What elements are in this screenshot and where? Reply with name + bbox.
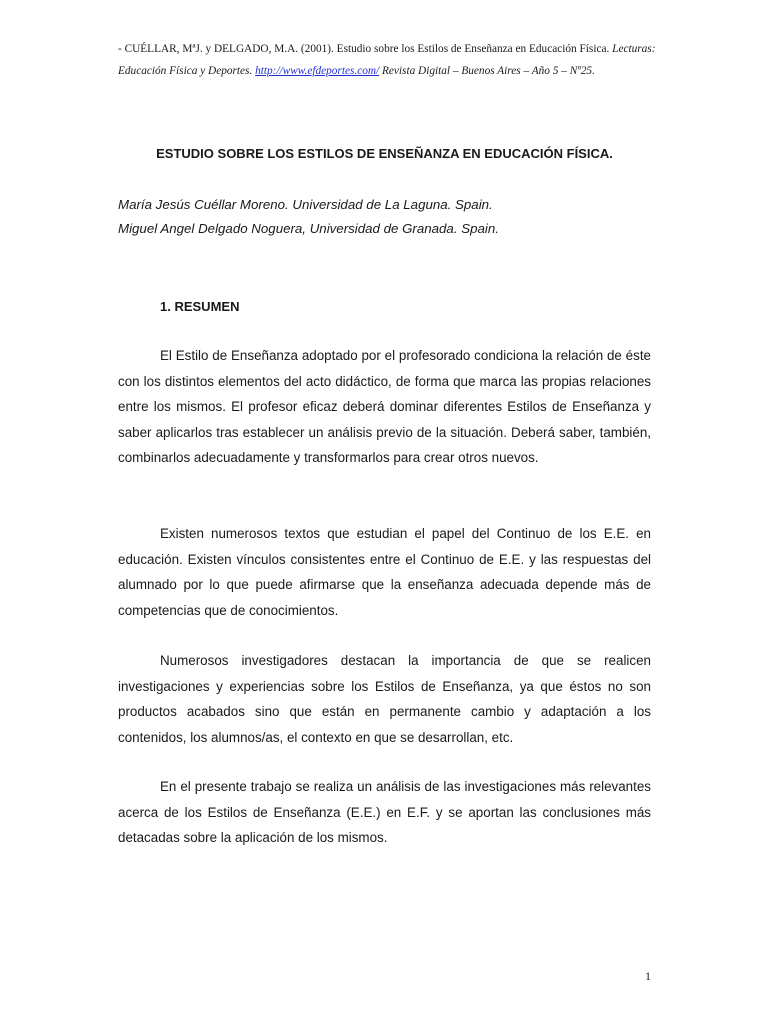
author-1: María Jesús Cuéllar Moreno. Universidad de La Laguna. Spain. xyxy=(118,197,493,212)
section-heading: 1. RESUMEN xyxy=(160,299,240,314)
paragraph-1: El Estilo de Enseñanza adoptado por el profesorado condiciona la relación de éste con los distintos elementos del acto didáctico, de forma que marca las propias relaciones entre los mismos. El profesor eficaz deberá dominar diferentes Estilos de Enseñanza y saber aplicarlos tras establecer un análisis previo de la situación. Deberá saber, también, combinarlos adecuadamente y transformarlos para crear otros nuevos. xyxy=(118,348,651,466)
journal-link[interactable]: http://www.efdeportes.com/ xyxy=(255,65,380,77)
journal-name: Lecturas: xyxy=(612,43,656,55)
page-number: 1 xyxy=(645,969,651,983)
author-2: Miguel Angel Delgado Noguera, Universidad de Granada. Spain. xyxy=(118,221,499,236)
document-title: ESTUDIO SOBRE LOS ESTILOS DE ENSEÑANZA EN EDUCACIÓN FÍSICA. xyxy=(156,146,613,161)
paragraph-2: Existen numerosos textos que estudian el papel del Continuo de los E.E. en educación. Existen vínculos consistentes entre el Continuo de E.E. y las respuestas del alumnado por lo que puede afirmarse que la enseñanza adecuada depende más de competencias que de conocimientos. xyxy=(118,526,651,618)
citation-text: - CUÉLLAR, MªJ. y DELGADO, M.A. (2001). Estudio sobre los Estilos de Enseñanza en Educación Física. xyxy=(118,43,610,55)
citation-line-1 xyxy=(118,38,656,60)
journal-issue: Revista Digital – Buenos Aires – Año 5 – Nº25. xyxy=(381,65,595,77)
paragraph-3: Numerosos investigadores destacan la importancia de que se realicen investigaciones y experiencias sobre los Estilos de Enseñanza, ya que éstos no son productos acabados sino que están en permanente cambio y adaptación a los contenidos, los alumnos/as, el contexto en que se desarrollan, etc. xyxy=(118,653,651,745)
paragraph-4: En el presente trabajo se realiza un análisis de las investigaciones más relevantes acerca de los Estilos de Enseñanza (E.E.) en E.F. y se aportan las conclusiones más detacadas sobre la aplicación de los mismos. xyxy=(118,779,651,846)
author-list xyxy=(118,193,651,241)
citation-header xyxy=(118,38,656,82)
journal-subtitle: Educación Física y Deportes. xyxy=(118,65,253,77)
citation-line-2 xyxy=(118,60,651,82)
